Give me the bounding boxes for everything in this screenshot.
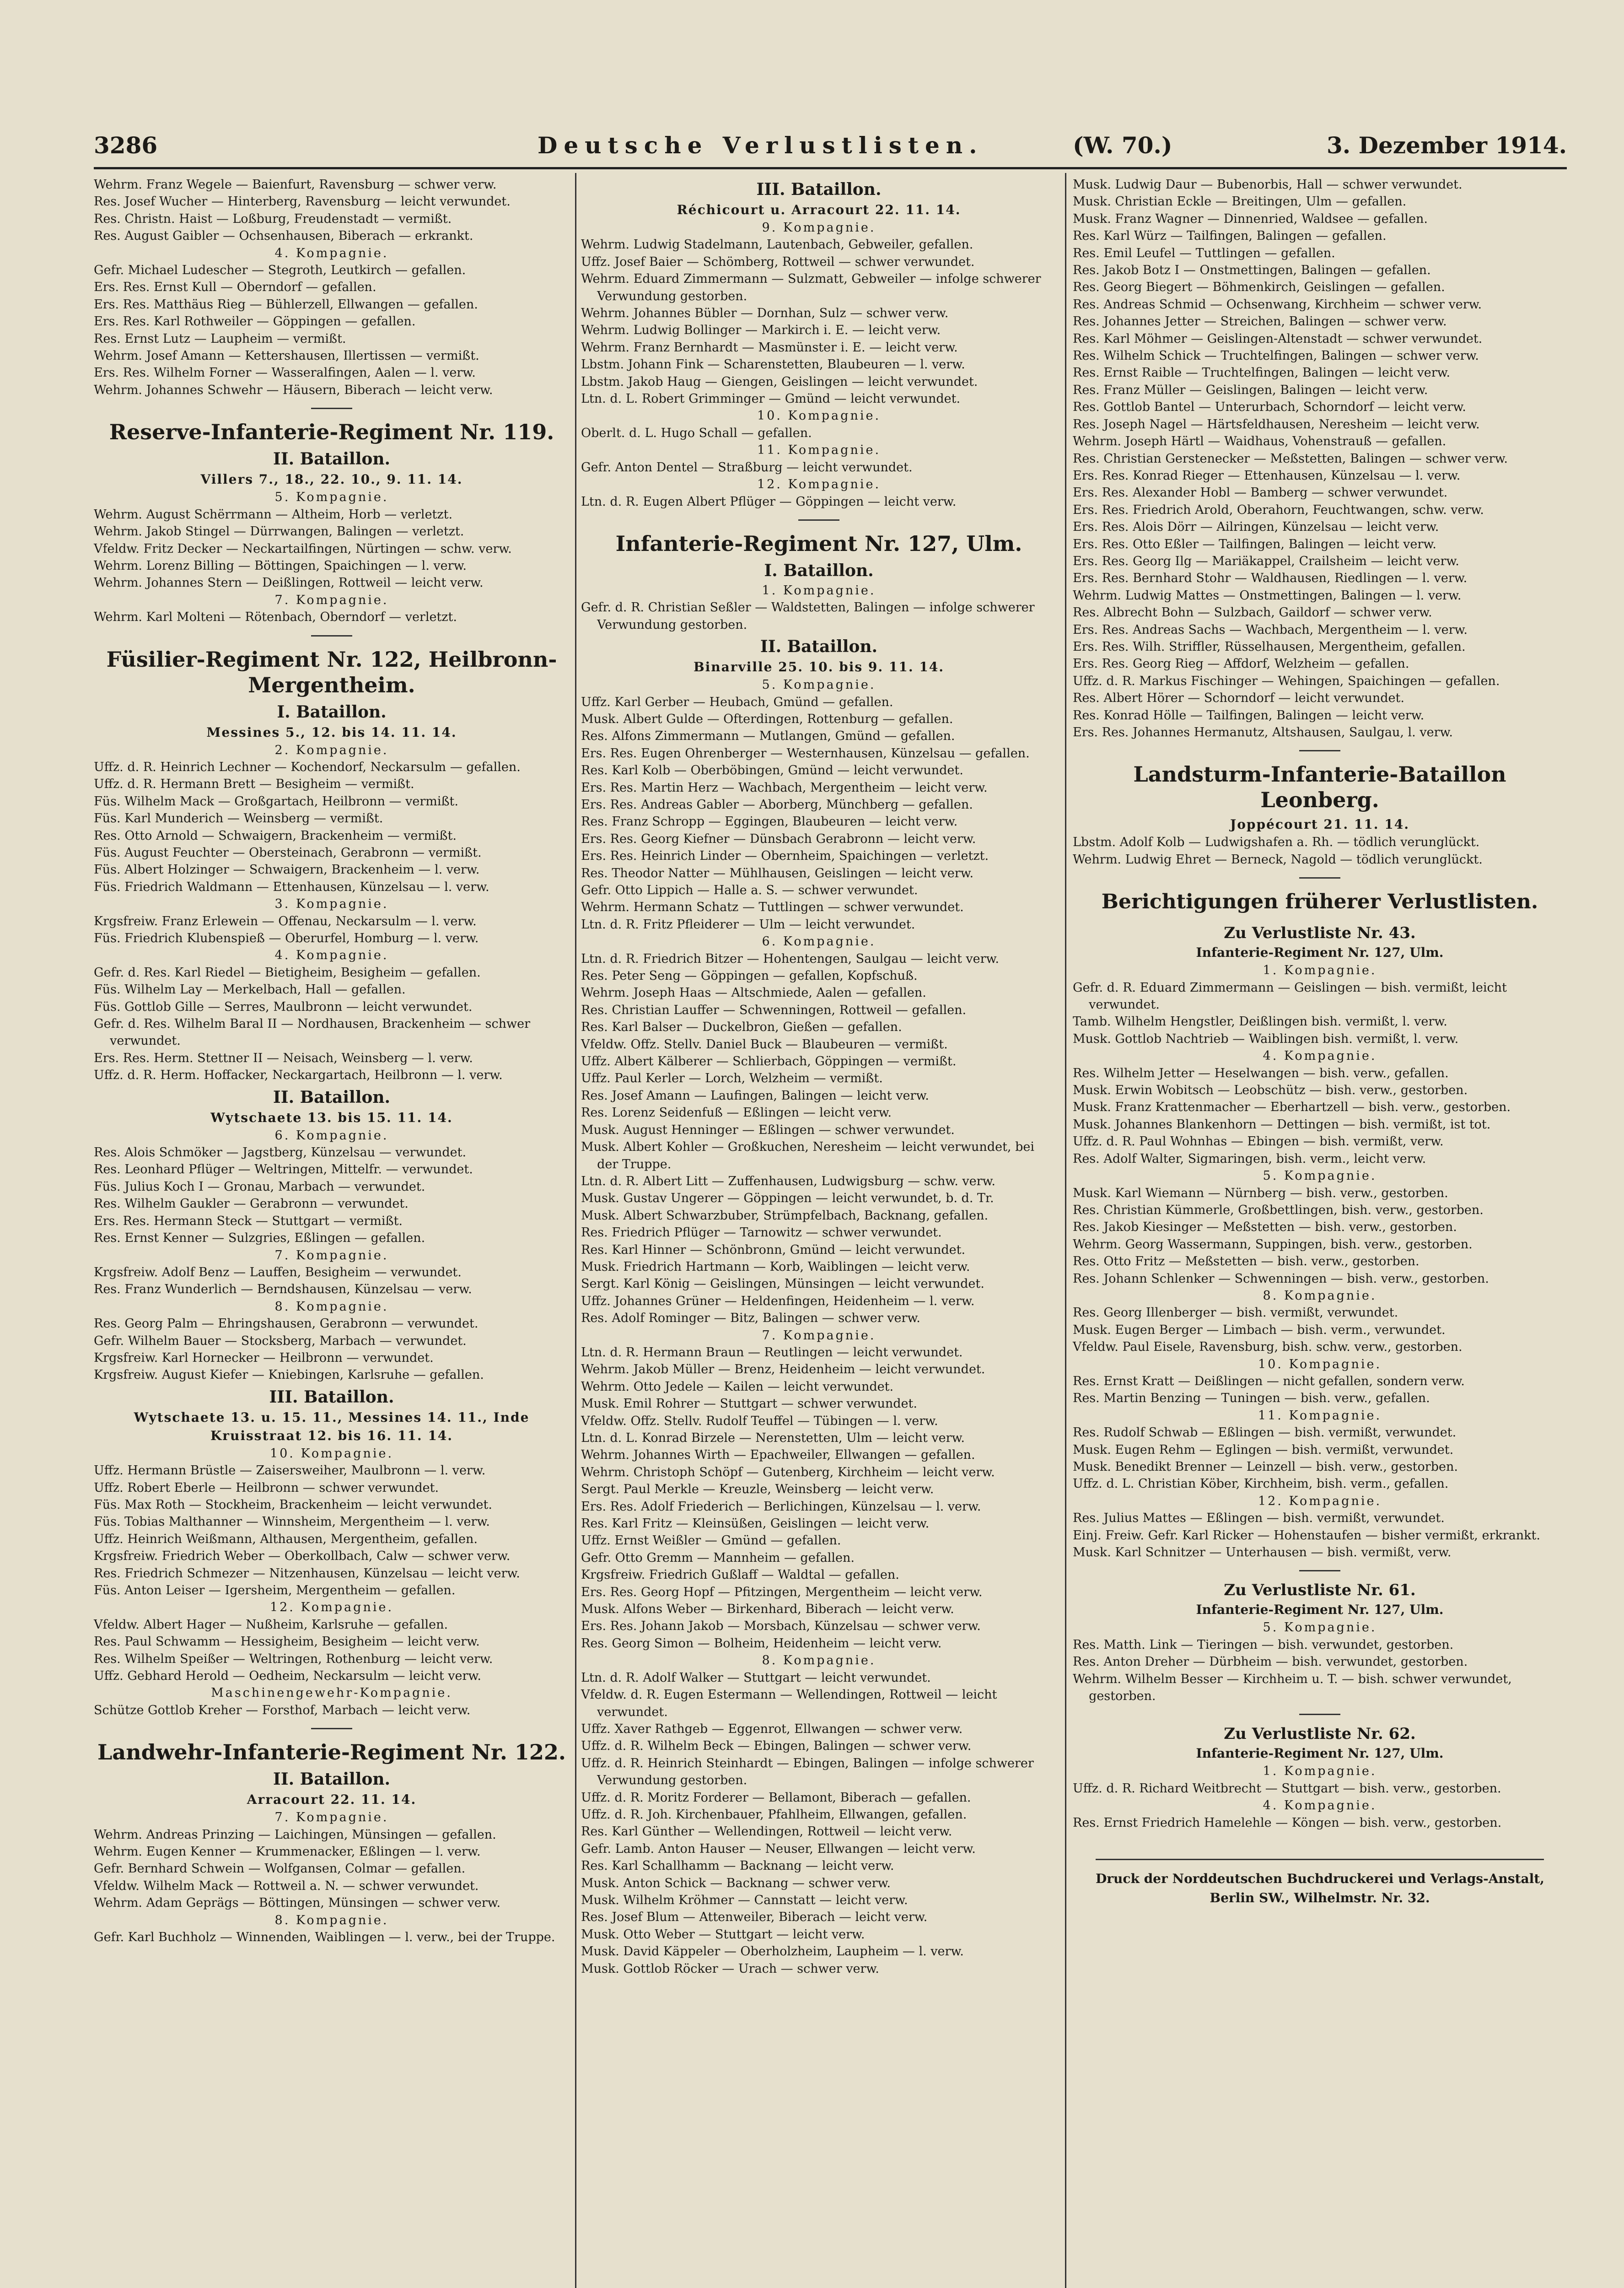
casualty-entry: Ers. Res. Wilhelm Forner — Wasseralfingen, Aalen — l. verw.: [94, 366, 476, 380]
casualty-entry: Musk. Albert Schwarzbuber, Strümpfelbach, Backnang, gefallen.: [581, 1208, 989, 1223]
company-heading: 4. Kompagnie.: [1263, 1798, 1377, 1813]
casualty-entry: Füs. Max Roth — Stockheim, Brackenheim — leicht verwundet.: [94, 1497, 492, 1512]
casualty-entry: Uffz. d. R. Heinrich Steinhardt — Ebingen, Balingen — infolge schwerer Verwundung gestorben.: [581, 1756, 1034, 1788]
casualty-entry: Wehrm. Ludwig Stadelmann, Lautenbach, Gebweiler, gefallen.: [581, 237, 973, 252]
casualty-entry: Vfeldw. d. R. Eugen Estermann — Wellendingen, Rottweil — leicht verwundet.: [581, 1688, 997, 1719]
casualty-entry: Res. Emil Leufel — Tuttlingen — gefallen.: [1073, 246, 1335, 260]
battle-date: Villers 7., 18., 22. 10., 9. 11. 14.: [200, 472, 463, 487]
casualty-entry: Wehrm. Jakob Stingel — Dürrwangen, Balingen — verletzt.: [94, 524, 464, 539]
separator-rule: [1299, 1714, 1340, 1715]
company-heading: 2. Kompagnie.: [274, 743, 389, 757]
company-heading: 10. Kompagnie.: [757, 409, 881, 423]
battalion-heading: II. Bataillon.: [273, 1087, 391, 1107]
casualty-entry: Füs. August Feuchter — Obersteinach, Gerabronn — vermißt.: [94, 845, 482, 860]
casualty-entry: Ers. Res. Matthäus Rieg — Bühlerzell, Ellwangen — gefallen.: [94, 297, 478, 312]
casualty-entry: Res. Christian Lauffer — Schwenningen, Rottweil — gefallen.: [581, 1003, 967, 1017]
casualty-entry: Lbstm. Jakob Haug — Giengen, Geislingen — leicht verwundet.: [581, 374, 978, 389]
casualty-entry: Uffz. Paul Kerler — Lorch, Welzheim — vermißt.: [581, 1071, 883, 1086]
casualty-entry: Res. Konrad Hölle — Tailfingen, Balingen — leicht verw.: [1073, 708, 1425, 723]
casualty-entry: Füs. Wilhelm Lay — Merkelbach, Hall — gefallen.: [94, 982, 406, 997]
column-1: [94, 176, 570, 1946]
company-heading: 12. Kompagnie.: [757, 477, 881, 492]
casualty-entry: Gefr. Otto Gremm — Mannheim — gefallen.: [581, 1550, 855, 1565]
correction-list-heading: Zu Verlustliste Nr. 62.: [1224, 1725, 1416, 1743]
casualty-entry: Musk. Eugen Berger — Limbach — bish. verm., verwundet.: [1073, 1322, 1446, 1337]
casualty-entry: Vfeldw. Albert Hager — Nußheim, Karlsruhe — gefallen.: [94, 1617, 448, 1632]
casualty-entry: Wehrm. Karl Molteni — Rötenbach, Oberndorf — verletzt.: [94, 610, 457, 625]
printer-imprint: [1096, 1859, 1544, 1908]
company-heading: 11. Kompagnie.: [1258, 1408, 1382, 1423]
casualty-entry: Ltn. d. R. Fritz Pfleiderer — Ulm — leicht verwundet.: [581, 917, 915, 932]
casualty-entry: Ers. Res. Johannes Hermanutz, Altshausen, Saulgau, l. verw.: [1073, 725, 1453, 739]
casualty-entry: Ers. Res. Alexander Hobl — Bamberg — schwer verwundet.: [1073, 486, 1448, 500]
battalion-heading: I. Bataillon.: [764, 561, 874, 580]
casualty-entry: Einj. Freiw. Gefr. Karl Ricker — Hohenstaufen — bisher vermißt, erkrankt.: [1073, 1528, 1540, 1543]
casualty-entry: Tamb. Wilhelm Hengstler, Deißlingen bish. vermißt, l. verw.: [1073, 1014, 1447, 1029]
casualty-entry: Res. Karl Fritz — Kleinsüßen, Geislingen — leicht verw.: [581, 1516, 930, 1531]
casualty-entry: Res. Franz Wunderlich — Berndshausen, Künzelsau — verw.: [94, 1282, 472, 1297]
casualty-entry: Uffz. Heinrich Weißmann, Althausen, Mergentheim, gefallen.: [94, 1532, 478, 1546]
company-heading: 1. Kompagnie.: [1263, 963, 1377, 978]
casualty-entry: Uffz. d. R. Heinrich Lechner — Kochendorf, Neckarsulm — gefallen.: [94, 760, 521, 774]
separator-rule: [1299, 750, 1340, 751]
casualty-entry: Musk. Gottlob Nachtrieb — Waiblingen bish. vermißt, l. verw.: [1073, 1031, 1459, 1046]
casualty-entry: Uffz. Albert Kälberer — Schlierbach, Göppingen — vermißt.: [581, 1054, 957, 1069]
casualty-entry: Ers. Res. Heinrich Linder — Obernheim, Spaichingen — verletzt.: [581, 849, 989, 863]
casualty-entry: Res. Franz Schropp — Eggingen, Blaubeuren — leicht verw.: [581, 815, 958, 829]
casualty-entry: Uffz. d. R. Richard Weitbrecht — Stuttgart — bish. verw., gestorben.: [1073, 1781, 1501, 1796]
casualty-entry: Res. Johannes Jetter — Streichen, Balingen — schwer verw.: [1073, 314, 1447, 329]
casualty-entry: Füs. Julius Koch I — Gronau, Marbach — verwundet.: [94, 1179, 425, 1194]
casualty-entry: Res. Christian Kümmerle, Großbettlingen, bish. verw., gestorben.: [1073, 1203, 1484, 1217]
casualty-entry: Res. Andreas Schmid — Ochsenwang, Kirchheim — schwer verw.: [1073, 297, 1482, 312]
casualty-entry: Wehrm. Franz Wegele — Baienfurt, Ravensburg — schwer verw.: [94, 178, 497, 192]
casualty-entry: Ers. Res. Georg Kiefner — Dünsbach Gerabronn — leicht verw.: [581, 831, 976, 846]
casualty-entry: Ers. Res. Alois Dörr — Ailringen, Künzelsau — leicht verw.: [1073, 520, 1439, 534]
casualty-entry: Res. Joseph Nagel — Härtsfeldhausen, Neresheim — leicht verw.: [1073, 417, 1480, 432]
company-heading: 12. Kompagnie.: [1258, 1494, 1382, 1508]
casualty-entry: Res. Karl Balser — Duckelbron, Gießen — gefallen.: [581, 1020, 902, 1035]
casualty-entry: Musk. Ludwig Daur — Bubenorbis, Hall — schwer verwundet.: [1073, 178, 1463, 192]
casualty-entry: Füs. Anton Leiser — Igersheim, Mergentheim — gefallen.: [94, 1583, 456, 1597]
casualty-entry: Ers. Res. Andreas Sachs — Wachbach, Mergentheim — l. verw.: [1073, 622, 1468, 637]
casualty-entry: Uffz. Karl Gerber — Heubach, Gmünd — gefallen.: [581, 695, 893, 709]
casualty-entry: Wehrm. Johannes Bübler — Dornhan, Sulz — schwer verw.: [581, 306, 949, 321]
casualty-entry: Uffz. d. R. Moritz Forderer — Bellamont, Biberach — gefallen.: [581, 1790, 971, 1805]
casualty-entry: Ers. Res. Ernst Kull — Oberndorf — gefallen.: [94, 280, 376, 295]
casualty-entry: Res. Anton Dreher — Dürbheim — bish. verwundet, gestorben.: [1073, 1655, 1468, 1669]
casualty-entry: Res. Karl Möhmer — Geislingen-Altenstadt — schwer verwundet.: [1073, 331, 1483, 346]
battalion-heading: II. Bataillon.: [760, 637, 878, 657]
casualty-entry: Musk. Otto Weber — Stuttgart — leicht verw.: [581, 1927, 865, 1942]
casualty-entry: Res. Josef Wucher — Hinterberg, Ravensburg — leicht verwundet.: [94, 194, 511, 209]
casualty-entry: Krgsfreiw. August Kiefer — Kniebingen, Karlsruhe — gefallen.: [94, 1368, 484, 1382]
casualty-entry: Musk. Johannes Blankenhorn — Dettingen — bish. vermißt, ist tot.: [1073, 1117, 1491, 1132]
casualty-entry: Füs. Friedrich Waldmann — Ettenhausen, Künzelsau — l. verw.: [94, 880, 489, 894]
casualty-entry: Krgsfreiw. Friedrich Gußlaff — Waldtal — gefallen.: [581, 1568, 899, 1582]
casualty-entry: Wehrm. Georg Wassermann, Suppingen, bish. verw., gestorben.: [1073, 1237, 1473, 1252]
casualty-entry: Ltn. d. R. Hermann Braun — Reutlingen — leicht verwundet.: [581, 1345, 963, 1360]
casualty-entry: Ers. Res. Friedrich Arold, Oberahorn, Feuchtwangen, schw. verw.: [1073, 502, 1484, 517]
casualty-entry: Wehrm. Andreas Prinzing — Laichingen, Münsingen — gefallen.: [94, 1827, 496, 1842]
casualty-entry: Musk. Gustav Ungerer — Göppingen — leicht verwundet, b. d. Tr.: [581, 1191, 994, 1206]
publication-title: Deutsche Verlustlisten.: [538, 132, 984, 159]
company-heading: 6. Kompagnie.: [762, 934, 876, 949]
casualty-entry: Musk. Karl Schnitzer — Unterhausen — bish. vermißt, verw.: [1073, 1545, 1452, 1560]
casualty-entry: Res. Christian Gerstenecker — Meßstetten, Balingen — schwer verw.: [1073, 451, 1508, 466]
casualty-entry: Uffz. d. L. Christian Köber, Kirchheim, bish. verm., gefallen.: [1073, 1477, 1449, 1491]
casualty-entry: Musk. Franz Wagner — Dinnenried, Waldsee — gefallen.: [1073, 211, 1428, 226]
casualty-entry: Musk. Alfons Weber — Birkenhard, Biberach — leicht verw.: [581, 1602, 954, 1617]
company-heading: Maschinengewehr-Kompagnie.: [211, 1686, 452, 1700]
regiment-subheading: Infanterie-Regiment Nr. 127, Ulm.: [1196, 1746, 1444, 1761]
casualty-entry: Res. Georg Simon — Bolheim, Heidenheim — leicht verw.: [581, 1636, 942, 1651]
separator-rule: [311, 1728, 352, 1729]
company-heading: 4. Kompagnie.: [274, 948, 389, 963]
casualty-entry: Gefr. Otto Lippich — Halle a. S. — schwer verwundet.: [581, 883, 918, 897]
company-heading: 4. Kompagnie.: [1263, 1049, 1377, 1063]
casualty-entry: Musk. Albert Kohler — Großkuchen, Neresheim — leicht verwundet, bei der Truppe.: [581, 1140, 1034, 1171]
casualty-entry: Uffz. d. R. Wilhelm Beck — Ebingen, Balingen — schwer verw.: [581, 1739, 972, 1754]
battalion-heading: III. Bataillon.: [756, 180, 882, 199]
page-number: 3286: [94, 132, 158, 159]
casualty-entry: Krgsfreiw. Karl Hornecker — Heilbronn — verwundet.: [94, 1350, 434, 1365]
casualty-entry: Res. Georg Illenberger — bish. vermißt, verwundet.: [1073, 1306, 1398, 1320]
casualty-entry: Res. Wilhelm Gaukler — Gerabronn — verwundet.: [94, 1197, 409, 1211]
casualty-entry: Wehrm. Eduard Zimmermann — Sulzmatt, Gebweiler — infolge schwerer Verwundung gestorben.: [581, 272, 1041, 303]
casualty-entry: Gefr. Karl Buchholz — Winnenden, Waiblingen — l. verw., bei der Truppe.: [94, 1930, 555, 1945]
casualty-entry: Res. Ernst Raible — Truchtelfingen, Balingen — leicht verw.: [1073, 366, 1451, 380]
column-2: [581, 176, 1057, 1977]
company-heading: 9. Kompagnie.: [762, 221, 876, 235]
casualty-entry: Ers. Res. Konrad Rieger — Ettenhausen, Künzelsau — l. verw.: [1073, 468, 1461, 483]
company-heading: 11. Kompagnie.: [757, 443, 881, 458]
casualty-entry: Gefr. Anton Dentel — Straßburg — leicht verwundet.: [581, 460, 913, 475]
header-rule: [94, 167, 1567, 169]
casualty-entry: Musk. Emil Rohrer — Stuttgart — schwer verwundet.: [581, 1397, 917, 1411]
casualty-entry: Musk. Anton Schick — Backnang — schwer verw.: [581, 1876, 891, 1890]
casualty-entry: Wehrm. Johannes Schwehr — Häusern, Biberach — leicht verw.: [94, 383, 493, 397]
casualty-entry: Ltn. d. L. Robert Grimminger — Gmünd — leicht verwundet.: [581, 392, 961, 406]
battle-date: Réchicourt u. Arracourt 22. 11. 14.: [677, 202, 961, 217]
casualty-entry: Musk. Erwin Wobitsch — Leobschütz — bish. verw., gestorben.: [1073, 1083, 1468, 1098]
casualty-entry: Res. Ernst Friedrich Hamelehle — Köngen — bish. verw., gestorben.: [1073, 1815, 1502, 1830]
casualty-entry: Res. Julius Mattes — Eßlingen — bish. vermißt, verwundet.: [1073, 1511, 1445, 1526]
casualty-entry: Wehrm. Joseph Härtl — Waidhaus, Vohenstrauß — gefallen.: [1073, 434, 1447, 449]
casualty-entry: Füs. Wilhelm Mack — Großgartach, Heilbronn — vermißt.: [94, 794, 458, 809]
casualty-entry: Wehrm. Hermann Schatz — Tuttlingen — schwer verwundet.: [581, 900, 964, 915]
company-heading: 5. Kompagnie.: [1263, 1169, 1377, 1183]
battle-date: Wytschaete 13. u. 15. 11., Messines 14. 11., Inde Kruisstraat 12. bis 16. 11. 14.: [134, 1409, 530, 1443]
casualty-entry: Res. Alois Schmöker — Jagstberg, Künzelsau — verwundet.: [94, 1145, 467, 1160]
casualty-entry: Gefr. d. Res. Wilhelm Baral II — Nordhausen, Brackenheim — schwer verwundet.: [94, 1017, 530, 1048]
casualty-entry: Musk. Albert Gulde — Ofterdingen, Rottenburg — gefallen.: [581, 712, 953, 726]
casualty-entry: Musk. August Henninger — Eßlingen — schwer verwundet.: [581, 1122, 955, 1137]
company-heading: 5. Kompagnie.: [762, 678, 876, 692]
casualty-entry: Ers. Res. Martin Herz — Wachbach, Mergentheim — leicht verw.: [581, 780, 988, 795]
battalion-heading: II. Bataillon.: [273, 449, 391, 469]
casualty-entry: Ltn. d. R. Eugen Albert Pflüger — Göppingen — leicht verw.: [581, 494, 957, 509]
casualty-entry: Res. Friedrich Schmezer — Nitzenhausen, Künzelsau — leicht verw.: [94, 1566, 520, 1581]
casualty-entry: Res. Karl Kolb — Oberböbingen, Gmünd — leicht verwundet.: [581, 763, 963, 778]
casualty-entry: Sergt. Paul Merkle — Kreuzle, Weinsberg — leicht verw.: [581, 1482, 934, 1497]
casualty-entry: Res. Karl Würz — Tailfingen, Balingen — gefallen.: [1073, 229, 1387, 243]
correction-list-heading: Zu Verlustliste Nr. 61.: [1224, 1581, 1416, 1600]
casualty-entry: Res. Josef Amann — Laufingen, Balingen — leicht verw.: [581, 1088, 929, 1103]
casualty-entry: Lbstm. Adolf Kolb — Ludwigshafen a. Rh. — tödlich verunglückt.: [1073, 835, 1480, 850]
casualty-entry: Res. August Gaibler — Ochsenhausen, Biberach — erkrankt.: [94, 229, 473, 243]
correction-list-heading: Zu Verlustliste Nr. 43.: [1224, 924, 1416, 943]
company-heading: 1. Kompagnie.: [762, 583, 876, 598]
casualty-entry: Vfeldw. Offz. Stellv. Daniel Buck — Blaubeuren — vermißt.: [581, 1037, 948, 1052]
casualty-entry: Schütze Gottlob Kreher — Forsthof, Marbach — leicht verw.: [94, 1703, 471, 1717]
battle-date: Wytschaete 13. bis 15. 11. 14.: [210, 1110, 453, 1125]
casualty-entry: Ers. Res. Georg Rieg — Affdorf, Welzheim — gefallen.: [1073, 657, 1409, 671]
casualty-entry: Res. Rudolf Schwab — Eßlingen — bish. vermißt, verwundet.: [1073, 1425, 1457, 1440]
battle-date: Binarville 25. 10. bis 9. 11. 14.: [693, 659, 945, 675]
casualty-entry: Res. Leonhard Pflüger — Weltringen, Mittelfr. — verwundet.: [94, 1162, 473, 1177]
casualty-entry: Res. Otto Fritz — Meßstetten — bish. verw., gestorben.: [1073, 1254, 1420, 1269]
casualty-entry: Res. Friedrich Pflüger — Tarnowitz — schwer verwundet.: [581, 1225, 942, 1240]
casualty-entry: Res. Alfons Zimmermann — Mutlangen, Gmünd — gefallen.: [581, 729, 955, 744]
casualty-entry: Musk. Karl Wiemann — Nürnberg — bish. verw., gestorben.: [1073, 1186, 1448, 1200]
casualty-entry: Res. Theodor Natter — Mühlhausen, Geislingen — leicht verw.: [581, 866, 974, 880]
battalion-heading: II. Bataillon.: [273, 1770, 391, 1789]
casualty-entry: Gefr. d. R. Eduard Zimmermann — Geislingen — bish. vermißt, leicht verwundet.: [1073, 980, 1507, 1012]
casualty-entry: Wehrm. Johannes Stern — Deißlingen, Rottweil — leicht verw.: [94, 576, 484, 590]
casualty-entry: Uffz. Xaver Rathgeb — Eggenrot, Ellwangen — schwer verw.: [581, 1721, 963, 1736]
casualty-entry: Res. Ernst Kratt — Deißlingen — nicht gefallen, sondern verw.: [1073, 1374, 1465, 1388]
casualty-entry: Res. Christn. Haist — Loßburg, Freudenstadt — vermißt.: [94, 211, 452, 226]
casualty-entry: Ers. Res. Andreas Gabler — Aborberg, Münchberg — gefallen.: [581, 797, 973, 812]
company-heading: 3. Kompagnie.: [274, 897, 389, 912]
column-3: [1073, 176, 1567, 1908]
casualty-entry: Musk. Eugen Rehm — Eglingen — bish. vermißt, verwundet.: [1073, 1442, 1454, 1457]
casualty-entry: Ers. Res. Otto Eßler — Tailfingen, Balingen — leicht verw.: [1073, 537, 1436, 551]
casualty-entry: Ltn. d. R. Albert Litt — Zuffenhausen, Ludwigsburg — schw. verw.: [581, 1174, 995, 1188]
separator-rule: [311, 635, 352, 637]
casualty-entry: Krgsfreiw. Friedrich Weber — Oberkollbach, Calw — schwer verw.: [94, 1549, 511, 1564]
casualty-entry: Ers. Res. Georg Hopf — Pfitzingen, Mergentheim — leicht verw.: [581, 1585, 983, 1599]
casualty-entry: Ers. Res. Herm. Stettner II — Neisach, Weinsberg — l. verw.: [94, 1051, 473, 1065]
casualty-entry: Res. Jakob Kiesinger — Meßstetten — bish. verw., gestorben.: [1073, 1220, 1457, 1235]
casualty-entry: Res. Paul Schwamm — Hessigheim, Besigheim — leicht verw.: [94, 1635, 480, 1649]
casualty-entry: Res. Karl Hinner — Schönbronn, Gmünd — leicht verwundet.: [581, 1242, 966, 1257]
casualty-entry: Musk. Franz Krattenmacher — Eberhartzell — bish. verw., gestorben.: [1073, 1100, 1511, 1115]
company-heading: 7. Kompagnie.: [274, 1810, 389, 1825]
regiment-subheading: Infanterie-Regiment Nr. 127, Ulm.: [1196, 945, 1444, 961]
casualty-entry: Res. Albert Hörer — Schorndorf — leicht verwundet.: [1073, 691, 1404, 706]
company-heading: 10. Kompagnie.: [269, 1446, 394, 1461]
casualty-entry: Wehrm. Otto Jedele — Kailen — leicht verwundet.: [581, 1379, 894, 1394]
casualty-entry: Wehrm. Franz Bernhardt — Masmünster i. E. — leicht verw.: [581, 340, 958, 355]
company-heading: 7. Kompagnie.: [274, 1248, 389, 1263]
casualty-entry: Res. Jakob Botz I — Onstmettingen, Balingen — gefallen.: [1073, 263, 1431, 278]
casualty-entry: Res. Georg Biegert — Böhmenkirch, Geislingen — gefallen.: [1073, 280, 1445, 295]
casualty-entry: Wehrm. Johannes Wirth — Epachweiler, Ellwangen — gefallen.: [581, 1448, 975, 1462]
casualty-entry: Füs. Tobias Malthanner — Winnsheim, Mergentheim — l. verw.: [94, 1515, 490, 1529]
section-heading: Berichtigungen früherer Verlustlisten.: [1101, 890, 1538, 914]
casualty-entry: Res. Ernst Lutz — Laupheim — vermißt.: [94, 331, 346, 346]
casualty-entry: Wehrm. Ludwig Bollinger — Markirch i. E. — leicht verw.: [581, 323, 941, 338]
casualty-entry: Res. Gottlob Bantel — Unterurbach, Schorndorf — leicht verw.: [1073, 400, 1466, 415]
casualty-entry: Gefr. d. Res. Karl Riedel — Bietigheim, Besigheim — gefallen.: [94, 965, 481, 980]
casualty-entry: Sergt. Karl König — Geislingen, Münsingen — leicht verwundet.: [581, 1277, 984, 1291]
casualty-entry: Musk. Wilhelm Kröhmer — Cannstatt — leicht verw.: [581, 1893, 908, 1907]
casualty-entry: Lbstm. Johann Fink — Scharenstetten, Blaubeuren — l. verw.: [581, 357, 965, 372]
imprint-line: Berlin SW., Wilhelmstr. Nr. 32.: [1210, 1890, 1430, 1906]
casualty-entry: Res. Johann Schlenker — Schwenningen — bish. verw., gestorben.: [1073, 1271, 1489, 1286]
casualty-entry: Uffz. d. R. Markus Fischinger — Wehingen, Spaichingen — gefallen.: [1073, 674, 1500, 688]
casualty-entry: Uffz. Josef Baier — Schömberg, Rottweil — schwer verwundet.: [581, 254, 975, 269]
casualty-entry: Ers. Res. Hermann Steck — Stuttgart — vermißt.: [94, 1214, 403, 1228]
page-header: [94, 132, 1567, 161]
company-heading: 7. Kompagnie.: [274, 593, 389, 607]
company-heading: 10. Kompagnie.: [1258, 1357, 1382, 1371]
casualty-entry: Krgsfreiw. Franz Erlewein — Offenau, Neckarsulm — l. verw.: [94, 914, 477, 928]
casualty-entry: Wehrm. Josef Amann — Kettershausen, Illertissen — vermißt.: [94, 349, 479, 363]
casualty-entry: Gefr. Wilhelm Bauer — Stocksberg, Marbach — verwundet.: [94, 1333, 467, 1348]
casualty-entry: Vfeldw. Offz. Stellv. Rudolf Teuffel — Tübingen — l. verw.: [581, 1414, 938, 1428]
casualty-entry: Res. Wilhelm Jetter — Heselwangen — bish. verw., gefallen.: [1073, 1066, 1449, 1080]
battle-date: Joppécourt 21. 11. 14.: [1230, 817, 1410, 832]
company-heading: 8. Kompagnie.: [274, 1299, 389, 1314]
casualty-entry: Füs. Gottlob Gille — Serres, Maulbronn — leicht verwundet.: [94, 999, 473, 1014]
regiment-heading: Infanterie-Regiment Nr. 127, Ulm.: [615, 531, 1022, 556]
casualty-entry: Wehrm. Lorenz Billing — Böttingen, Spaichingen — l. verw.: [94, 558, 467, 573]
separator-rule: [1299, 1570, 1340, 1571]
company-heading: 7. Kompagnie.: [762, 1328, 876, 1343]
battalion-heading: I. Bataillon.: [277, 702, 387, 722]
casualty-entry: Res. Adolf Rominger — Bitz, Balingen — schwer verw.: [581, 1311, 920, 1326]
company-heading: 4. Kompagnie.: [274, 246, 389, 260]
regiment-heading: Landwehr-Infanterie-Regiment Nr. 122.: [97, 1740, 566, 1765]
casualty-entry: Vfeldw. Paul Eisele, Ravensburg, bish. schw. verw., gestorben.: [1073, 1340, 1463, 1354]
casualty-entry: Uffz. Ernst Weißler — Gmünd — gefallen.: [581, 1533, 841, 1548]
casualty-entry: Res. Georg Palm — Ehringshausen, Gerabronn — verwundet.: [94, 1317, 479, 1331]
casualty-entry: Res. Lorenz Seidenfuß — Eßlingen — leicht verw.: [581, 1106, 892, 1120]
casualty-entry: Uffz. Hermann Brüstle — Zaisersweiher, Maulbronn — l. verw.: [94, 1463, 486, 1478]
company-heading: 1. Kompagnie.: [1263, 1764, 1377, 1779]
casualty-entry: Oberlt. d. L. Hugo Schall — gefallen.: [581, 426, 812, 440]
casualty-entry: Wehrm. Christoph Schöpf — Gutenberg, Kirchheim — leicht verw.: [581, 1465, 995, 1479]
casualty-entry: Füs. Karl Munderich — Weinsberg — vermißt.: [94, 811, 383, 826]
regiment-subheading: Infanterie-Regiment Nr. 127, Ulm.: [1196, 1602, 1444, 1618]
casualty-entry: Ltn. d. R. Adolf Walker — Stuttgart — leicht verwundet.: [581, 1670, 931, 1685]
casualty-entry: Vfeldw. Wilhelm Mack — Rottweil a. N. — schwer verwundet.: [94, 1878, 479, 1893]
regiment-heading: Reserve-Infanterie-Regiment Nr. 119.: [109, 420, 554, 445]
casualty-entry: Wehrm. Ludwig Ehret — Berneck, Nagold — tödlich verunglückt.: [1073, 852, 1483, 867]
casualty-entry: Krgsfreiw. Adolf Benz — Lauffen, Besigheim — verwundet.: [94, 1265, 462, 1279]
separator-rule: [311, 408, 352, 409]
casualty-entry: Uffz. d. R. Joh. Kirchenbauer, Pfahlheim, Ellwangen, gefallen.: [581, 1807, 967, 1822]
casualty-entry: Ers. Res. Eugen Ohrenberger — Westernhausen, Künzelsau — gefallen.: [581, 746, 1030, 761]
casualty-entry: Musk. Friedrich Hartmann — Korb, Waiblingen — leicht verw.: [581, 1259, 970, 1274]
casualty-entry: Res. Karl Günther — Wellendingen, Rottweil — leicht verw.: [581, 1824, 952, 1839]
casualty-entry: Res. Karl Schallhamm — Backnang — leicht verw.: [581, 1859, 894, 1873]
casualty-entry: Gefr. Bernhard Schwein — Wolfgansen, Colmar — gefallen.: [94, 1862, 466, 1876]
battalion-heading: III. Bataillon.: [269, 1387, 394, 1407]
casualty-entry: Wehrm. August Schërrmann — Altheim, Horb — verletzt.: [94, 507, 453, 522]
battle-date: Messines 5., 12. bis 14. 11. 14.: [206, 724, 457, 740]
casualty-entry: Vfeldw. Fritz Decker — Neckartailfingen, Nürtingen — schw. verw.: [94, 541, 512, 556]
casualty-entry: Res. Wilhelm Speißer — Weltringen, Rothenburg — leicht verw.: [94, 1651, 493, 1666]
battle-date: Arracourt 22. 11. 14.: [247, 1792, 417, 1808]
casualty-entry: Uffz. d. R. Hermann Brett — Besigheim — vermißt.: [94, 777, 414, 792]
casualty-entry: Ers. Res. Karl Rothweiler — Göppingen — gefallen.: [94, 314, 416, 329]
column-rule: [1065, 173, 1066, 2288]
imprint-line: Druck der Norddeutschen Buchdruckerei und Verlags-Anstalt,: [1096, 1871, 1544, 1887]
casualty-entry: Ers. Res. Georg Ilg — Mariäkappel, Crailsheim — leicht verw.: [1073, 554, 1459, 568]
casualty-entry: Wehrm. Jakob Müller — Brenz, Heidenheim — leicht verwundet.: [581, 1362, 985, 1377]
casualty-entry: Musk. Gottlob Röcker — Urach — schwer verw.: [581, 1961, 879, 1976]
casualty-entry: Ers. Res. Wilh. Striffler, Rüsselhausen, Mergentheim, gefallen.: [1073, 639, 1466, 654]
casualty-entry: Musk. David Käppeler — Oberholzheim, Laupheim — l. verw.: [581, 1944, 964, 1959]
company-heading: 12. Kompagnie.: [269, 1600, 394, 1615]
casualty-entry: Res. Matth. Link — Tieringen — bish. verwundet, gestorben.: [1073, 1637, 1454, 1652]
casualty-entry: Wehrm. Joseph Haas — Altschmiede, Aalen — gefallen.: [581, 986, 926, 1000]
company-heading: 6. Kompagnie.: [274, 1128, 389, 1143]
casualty-entry: Ers. Res. Adolf Friederich — Berlichingen, Künzelsau — l. verw.: [581, 1499, 981, 1514]
separator-rule: [798, 519, 839, 521]
casualty-entry: Gefr. Lamb. Anton Hauser — Neuser, Ellwangen — leicht verw.: [581, 1841, 976, 1856]
casualty-entry: Gefr. Michael Ludescher — Stegroth, Leutkirch — gefallen.: [94, 263, 466, 278]
casualty-entry: Ers. Res. Johann Jakob — Morsbach, Künzelsau — schwer verw.: [581, 1619, 981, 1634]
casualty-entry: Res. Peter Seng — Göppingen — gefallen, Kopfschuß.: [581, 969, 918, 983]
casualty-entry: Res. Josef Blum — Attenweiler, Biberach — leicht verw.: [581, 1910, 928, 1925]
casualty-entry: Ers. Res. Bernhard Stohr — Waldhausen, Riedlingen — l. verw.: [1073, 571, 1468, 586]
company-heading: 5. Kompagnie.: [1263, 1620, 1377, 1635]
casualty-entry: Res. Wilhelm Schick — Truchtelfingen, Balingen — schwer verw.: [1073, 349, 1479, 363]
casualty-entry: Uffz. d. R. Herm. Hoffacker, Neckargartach, Heilbronn — l. verw.: [94, 1068, 503, 1083]
casualty-entry: Res. Adolf Walter, Sigmaringen, bish. verm., leicht verw.: [1073, 1151, 1426, 1166]
company-heading: 8. Kompagnie.: [762, 1653, 876, 1668]
casualty-entry: Musk. Benedikt Brenner — Leinzell — bish. verw., gestorben.: [1073, 1460, 1458, 1474]
casualty-entry: Ltn. d. L. Konrad Birzele — Nerenstetten, Ulm — leicht verw.: [581, 1431, 965, 1445]
column-rule: [575, 173, 576, 2288]
company-heading: 8. Kompagnie.: [1263, 1288, 1377, 1303]
casualty-entry: Res. Ernst Kenner — Sulzgries, Eßlingen — gefallen.: [94, 1231, 425, 1246]
casualty-entry: Wehrm. Wilhelm Besser — Kirchheim u. T. — bish. schwer verwundet, gestorben.: [1073, 1672, 1512, 1704]
casualty-entry: Uffz. Robert Eberle — Heilbronn — schwer verwundet.: [94, 1480, 439, 1495]
regiment-heading: Füsilier-Regiment Nr. 122, Heilbronn-Mergentheim.: [106, 647, 557, 697]
regiment-heading: Landsturm-Infanterie-Bataillon Leonberg.: [1133, 762, 1506, 813]
casualty-entry: Res. Martin Benzing — Tuningen — bish. verw., gefallen.: [1073, 1391, 1430, 1406]
casualty-entry: Wehrm. Eugen Kenner — Krummenacker, Eßlingen — l. verw.: [94, 1845, 481, 1859]
casualty-entry: Gefr. d. R. Christian Seßler — Waldstetten, Balingen — infolge schwerer Verwundung gestorben.: [581, 600, 1035, 632]
casualty-entry: Ltn. d. R. Friedrich Bitzer — Hohentengen, Saulgau — leicht verw.: [581, 951, 1000, 966]
issue-number: (W. 70.): [1073, 132, 1172, 159]
casualty-entry: Res. Franz Müller — Geislingen, Balingen — leicht verw.: [1073, 383, 1428, 397]
casualty-entry: Uffz. d. R. Paul Wohnhas — Ebingen — bish. vermißt, verw.: [1073, 1134, 1444, 1149]
casualty-entry: Wehrm. Ludwig Mattes — Onstmettingen, Balingen — l. verw.: [1073, 588, 1462, 603]
casualty-entry: Füs. Albert Holzinger — Schwaigern, Brackenheim — l. verw.: [94, 863, 480, 877]
casualty-entry: Uffz. Johannes Grüner — Heldenfingen, Heidenheim — l. verw.: [581, 1294, 975, 1308]
company-heading: 5. Kompagnie.: [274, 490, 389, 505]
company-heading: 8. Kompagnie.: [274, 1913, 389, 1927]
casualty-entry: Res. Otto Arnold — Schwaigern, Brackenheim — vermißt.: [94, 828, 457, 843]
separator-rule: [1299, 877, 1340, 879]
casualty-entry: Füs. Friedrich Klubenspieß — Oberurfel, Homburg — l. verw.: [94, 931, 479, 945]
casualty-entry: Uffz. Gebhard Herold — Oedheim, Neckarsulm — leicht verw.: [94, 1669, 481, 1684]
casualty-entry: Wehrm. Adam Geprägs — Böttingen, Münsingen — schwer verw.: [94, 1896, 501, 1910]
casualty-entry: Res. Albrecht Bohn — Sulzbach, Gaildorf — schwer verw.: [1073, 605, 1432, 620]
casualty-entry: Musk. Christian Eckle — Breitingen, Ulm — gefallen.: [1073, 194, 1407, 209]
issue-date: 3. Dezember 1914.: [1327, 132, 1567, 159]
